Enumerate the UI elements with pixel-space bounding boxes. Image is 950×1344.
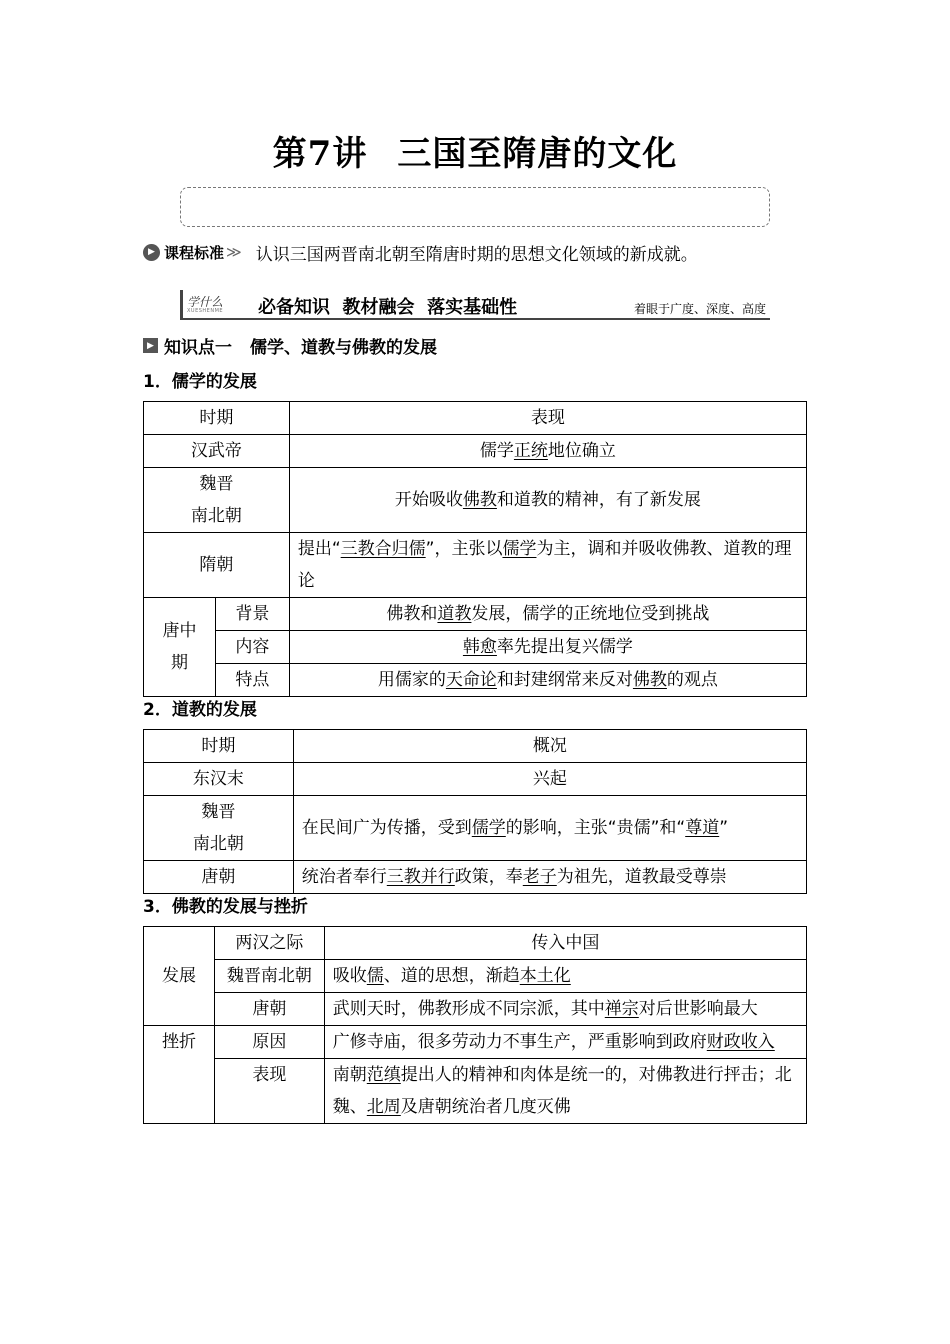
lecture-number: 第7讲	[272, 134, 368, 174]
logo-subtext: XUESHENME	[187, 308, 224, 314]
table-row	[144, 598, 807, 631]
standard-label: 课程标准	[164, 243, 225, 262]
banner-note: 着眼于广度、深度、高度	[633, 302, 766, 316]
table-row	[144, 1059, 807, 1124]
row-period: 东汉末	[144, 763, 294, 796]
play-box-icon: ▶	[143, 338, 158, 353]
dashed-note-box	[180, 187, 770, 227]
header-period: 时期	[144, 730, 294, 763]
row-period: 隋朝	[144, 533, 290, 598]
lecture-topic: 三国至隋唐的文化	[397, 134, 678, 174]
group-setback: 挫折	[144, 1026, 215, 1124]
row-period: 唐中 期	[144, 598, 216, 697]
table-row	[144, 664, 807, 697]
row-content: 儒学正统地位确立	[289, 435, 806, 468]
row-content: 兴起	[293, 763, 806, 796]
row-period: 唐朝	[214, 993, 324, 1026]
row-content: 南朝范缜提出人的精神和肉体是统一的，对佛教进行抨击；北魏、北周及唐朝统治者几度灭佛	[324, 1059, 806, 1124]
row-content: 武则天时，佛教形成不同宗派，其中禅宗对后世影响最大	[324, 993, 806, 1026]
double-chevron-icon: ≫	[226, 243, 242, 261]
row-content: 吸收儒、道的思想，渐趋本土化	[324, 960, 806, 993]
row-content: 传入中国	[324, 927, 806, 960]
table-row	[144, 796, 807, 861]
buddhism-table	[143, 926, 807, 1124]
section2-heading: 2．道教的发展	[143, 700, 257, 720]
header-overview: 概况	[293, 730, 806, 763]
table-row	[144, 1026, 807, 1059]
table-row	[144, 631, 807, 664]
row-sublabel: 原因	[214, 1026, 324, 1059]
group-development: 发展	[144, 927, 215, 1026]
section3-heading: 3．佛教的发展与挫折	[143, 897, 308, 917]
table-row	[144, 861, 807, 894]
confucianism-table	[143, 401, 807, 697]
taoism-table	[143, 729, 807, 894]
table-header	[144, 730, 807, 763]
row-period: 汉武帝	[144, 435, 290, 468]
row-period: 魏晋 南北朝	[144, 468, 290, 533]
row-content: 开始吸收佛教和道教的精神，有了新发展	[289, 468, 806, 533]
table-row	[144, 993, 807, 1026]
section-banner	[180, 290, 770, 320]
row-content: 佛教和道教发展，儒学的正统地位受到挑战	[289, 598, 806, 631]
header-performance: 表现	[289, 402, 806, 435]
page-title	[0, 126, 950, 175]
table-row	[144, 435, 807, 468]
play-icon: ▶	[143, 244, 160, 261]
table-row	[144, 960, 807, 993]
row-content: 广修寺庙，很多劳动力不事生产，严重影响到政府财政收入	[324, 1026, 806, 1059]
standard-text: 认识三国两晋南北朝至隋唐时期的思想文化领域的新成就。	[255, 244, 698, 265]
section1-heading: 1．儒学的发展	[143, 372, 257, 392]
row-sublabel: 表现	[214, 1059, 324, 1124]
banner-logo	[180, 290, 229, 318]
kp-label: 知识点一	[164, 338, 232, 358]
row-sublabel: 内容	[215, 631, 289, 664]
table-header	[144, 402, 807, 435]
row-period: 唐朝	[144, 861, 294, 894]
table-row	[144, 927, 807, 960]
banner-rule	[180, 318, 770, 320]
row-content: 用儒家的天命论和封建纲常来反对佛教的观点	[289, 664, 806, 697]
table-row	[144, 763, 807, 796]
table-row	[144, 468, 807, 533]
logo-text: 学什么	[187, 295, 224, 309]
row-sublabel: 特点	[215, 664, 289, 697]
banner-slogan: 必备知识 教材融会 落实基础性	[258, 297, 518, 318]
row-period: 魏晋南北朝	[214, 960, 324, 993]
course-standard	[143, 240, 698, 264]
row-sublabel: 背景	[215, 598, 289, 631]
knowledge-point-heading	[143, 333, 437, 358]
row-period: 两汉之际	[214, 927, 324, 960]
row-period: 魏晋 南北朝	[144, 796, 294, 861]
header-period: 时期	[144, 402, 290, 435]
row-content: 在民间广为传播，受到儒学的影响，主张“贵儒”和“尊道”	[293, 796, 806, 861]
row-content: 韩愈率先提出复兴儒学	[289, 631, 806, 664]
table-row	[144, 533, 807, 598]
row-content: 提出“三教合归儒”，主张以儒学为主，调和并吸收佛教、道教的理论	[289, 533, 806, 598]
kp-title: 儒学、道教与佛教的发展	[250, 338, 437, 358]
row-content: 统治者奉行三教并行政策，奉老子为祖先，道教最受尊崇	[293, 861, 806, 894]
